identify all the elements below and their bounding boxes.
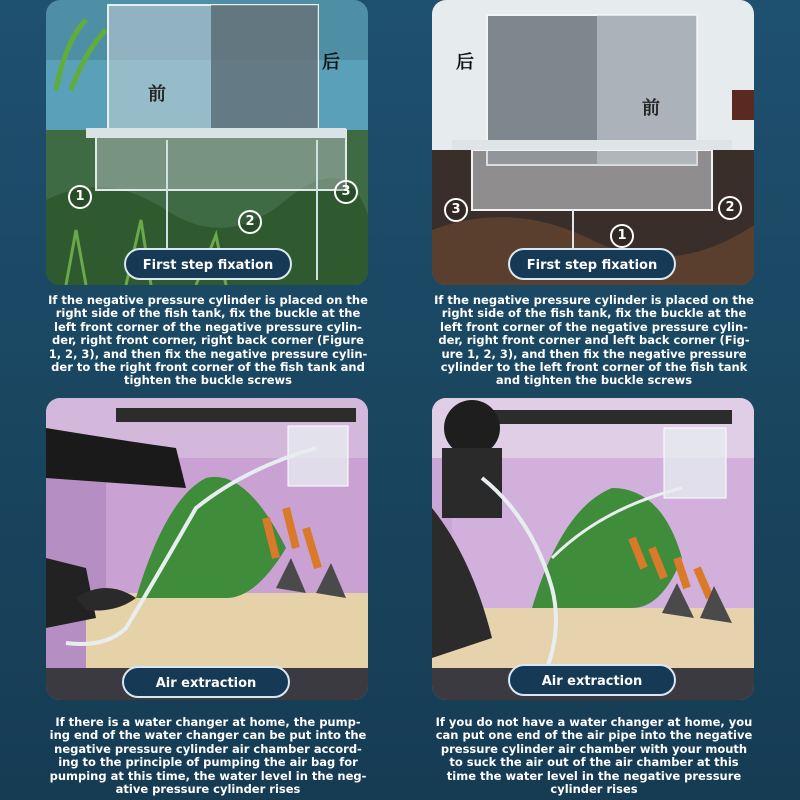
step-pill: First step fixation	[124, 248, 292, 280]
back-label: 后	[322, 52, 340, 73]
step-pill: Air extraction	[122, 666, 290, 698]
photo-panel-2	[432, 0, 754, 285]
caption-4: If you do not have a water changer at home, you can put one end of the air pipe into the negative pressure cylinder air chamber with your mouth to suck the air out of the air chamber at this time the water level in the negative pressure cylinder rises	[435, 715, 753, 797]
photo-panel-4	[432, 398, 754, 700]
back-label: 后	[456, 52, 474, 73]
caption-1: If the negative pressure cylinder is placed on the right side of the fish tank, fix the buckle at the left front corner of the negative pressure cylin- der, right front corner, right back corner (Figure 1, 2, 3), and then fix the negative pressure cylin- der to the right front corner of the fish tank and tighten the buckle screws	[48, 293, 368, 388]
front-label: 前	[148, 84, 166, 105]
tank-fixation-photo-2	[432, 0, 754, 285]
step-pill: First step fixation	[508, 248, 676, 280]
caption-2: If the negative pressure cylinder is placed on the right side of the fish tank, fix the buckle at the left front corner of the negative pressure cylin- der, right front corner and left back corner (Fig- ure 1, 2, 3), and then fix the negative pressure cylinder to the left front corner of the fish tank and tighten the buckle screws	[434, 293, 754, 388]
marker-1: 1	[68, 185, 92, 209]
marker-3: 3	[444, 198, 468, 222]
marker-3: 3	[334, 180, 358, 204]
step-pill: Air extraction	[508, 664, 676, 696]
photo-panel-1	[46, 0, 368, 285]
photo-panel-3	[46, 398, 368, 700]
front-label: 前	[642, 98, 660, 119]
caption-3: If there is a water changer at home, the pump- ing end of the water changer can be put into the negative pressure cylinder air chamber accord- ing to the principle of pumping the air bag for pumping at this time, the water level in the neg- ative pressure cylinder rises	[49, 715, 367, 797]
mouth-suction-photo	[432, 398, 754, 700]
marker-1: 1	[610, 224, 634, 248]
marker-2: 2	[718, 196, 742, 220]
tank-fixation-photo-1	[46, 0, 368, 285]
water-changer-photo	[46, 398, 368, 700]
marker-2: 2	[238, 210, 262, 234]
